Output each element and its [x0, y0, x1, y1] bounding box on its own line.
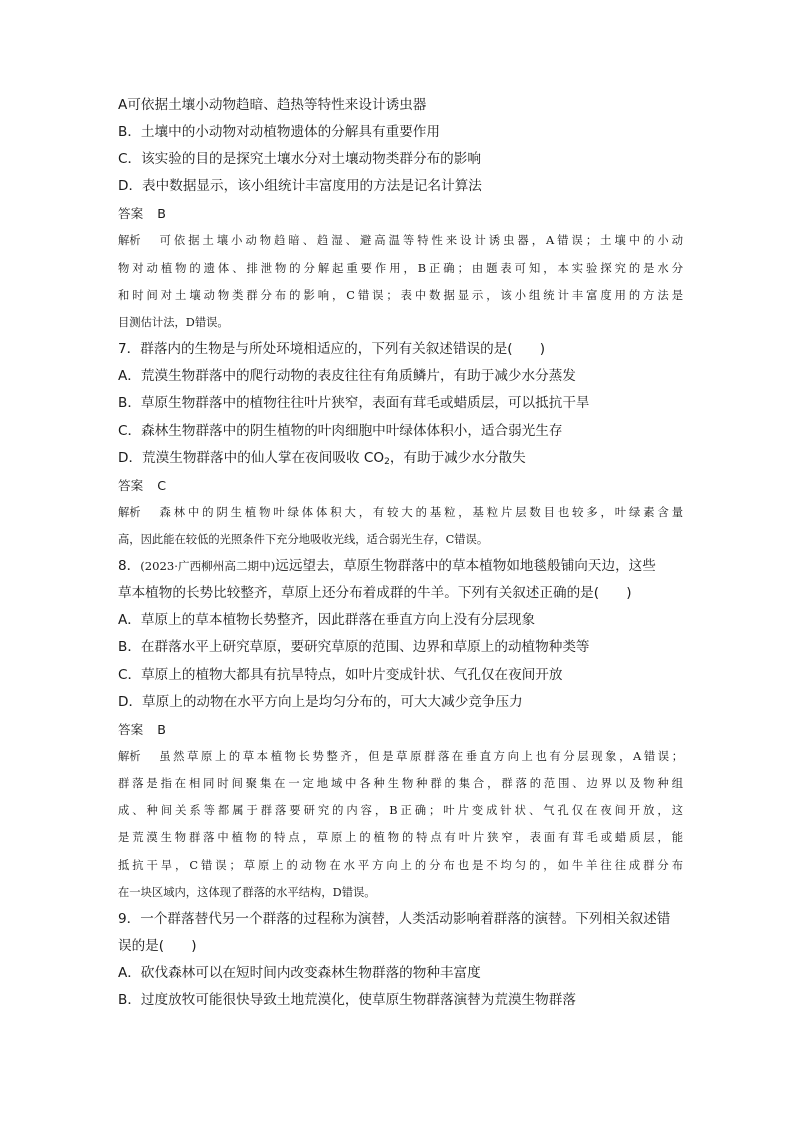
- explanation-label: 解析: [118, 505, 141, 519]
- explanation-line: 在一块区域内，这体现了群落的水平结构，D错误。: [118, 885, 376, 899]
- explanation-label: 解析: [118, 234, 141, 248]
- answer-label: 答案: [118, 206, 144, 222]
- q7-answer: [118, 472, 683, 499]
- explanation-line: 解析 可依据土壤小动物趋暗、趋湿、避高温等特性来设计诱虫器，A错误；土壤中的小动: [118, 227, 683, 254]
- q8-option-d: D．草原上的动物在水平方向上是均匀分布的，可大大减少竞争压力: [118, 693, 523, 710]
- q6-answer: [118, 200, 683, 227]
- q7-option-a: A．荒漠生物群落中的爬行动物的表皮往往有角质鳞片，有助于减少水分蒸发: [118, 368, 576, 385]
- q7-option-b: B．草原生物群落中的植物往往叶片狭窄，表面有茸毛或蜡质层，可以抵抗干旱: [118, 395, 590, 412]
- q6-option-a: A可依据土壤小动物趋暗、趋热等特性来设计诱虫器: [118, 97, 427, 113]
- explanation-line: 成、种间关系等都属于群落要研究的内容，B正确；叶片变成针状、气孔仅在夜间开放，这: [118, 804, 683, 818]
- q8-explanation: [118, 743, 683, 906]
- q8-option-b: B．在群落水平上研究草原，要研究草原的范围、边界和草原上的动植物种类等: [118, 639, 590, 656]
- q7-option-c: C．森林生物群落中的阴生植物的叶肉细胞中叶绿体体积小，适合弱光生存: [118, 422, 563, 439]
- explanation-line: 群落是指在相同时间聚集在一定地域中各种生物种群的集合，群落的范围、边界以及物种组: [118, 777, 683, 790]
- q8-source: (2023·广西柳州高二期中): [140, 559, 276, 574]
- answer-label: 答案: [118, 477, 144, 493]
- q8-option-c: C．草原上的植物大都具有抗旱特点，如叶片变成针状、气孔仅在夜间开放: [118, 666, 563, 683]
- answer-value: C: [157, 477, 166, 493]
- explanation-line: 物对动植物的遗体、排泄物的分解起重要作用，B正确；由题表可知，本实验探究的是水分: [118, 261, 683, 275]
- explanation-line: 抵抗干旱，C错误；草原上的动物在水平方向上的分布也是不均匀的，如牛羊往往成群分布: [118, 858, 683, 872]
- q9-option-b: B．过度放牧可能很快导致土地荒漠化，使草原生物群落演替为荒漠生物群落: [118, 992, 576, 1009]
- q8-stem: 8．(2023·广西柳州高二期中)远远望去，草原生物群落中的草本植物如地毯般铺向天边，这些: [118, 558, 656, 575]
- explanation-line: 和时间对土壤动物类群分布的影响，C错误；表中数据显示，该小组统计丰富度用的方法是: [118, 288, 683, 302]
- explanation-line: 目测估计法，D错误。: [118, 316, 229, 330]
- explanation-label: 解析: [118, 749, 141, 763]
- q7-stem: 7．群落内的生物是与所处环境相适应的，下列有关叙述错误的是( ): [118, 341, 546, 358]
- q7-option-d: D．荒漠生物群落中的仙人掌在夜间吸收 $CO_2$，有助于减少水分散失: [118, 449, 526, 467]
- q9-stem-cont: 误的是( ): [118, 938, 197, 955]
- q8-option-a: A．草原上的草本植物长势整齐，因此群落在垂直方向上没有分层现象: [118, 612, 536, 629]
- q9-option-a: A．砍伐森林可以在短时间内改变森林生物群落的物种丰富度: [118, 965, 481, 982]
- document-page: [118, 92, 683, 1014]
- q7-explanation: [118, 499, 683, 553]
- q9-stem: 9．一个群落替代另一个群落的过程称为演替，人类活动影响着群落的演替。下列相关叙述错: [118, 910, 671, 927]
- q6-option-c: C．该实验的目的是探究土壤水分对土壤动物类群分布的影响: [118, 151, 481, 168]
- q6-explanation: [118, 227, 683, 336]
- q6-option-b: B．土壤中的小动物对动植物遗体的分解具有重要作用: [118, 124, 440, 141]
- answer-label: 答案: [118, 721, 144, 737]
- explanation-line: 是荒漠生物群落中植物的特点，草原上的植物的特点有叶片狭窄，表面有茸毛或蜡质层，能: [118, 831, 683, 845]
- q8-answer: [118, 716, 683, 743]
- explanation-line: 高，因此能在较低的光照条件下充分地吸收光线，适合弱光生存，C错误。: [118, 532, 489, 546]
- explanation-line: 解析 森林中的阴生植物叶绿体体积大，有较大的基粒，基粒片层数目也较多，叶绿素含量: [118, 499, 683, 526]
- q6-option-d: D．表中数据显示，该小组统计丰富度用的方法是记名计算法: [118, 178, 482, 195]
- explanation-line: 解析 虽然草原上的草本植物长势整齐，但是草原群落在垂直方向上也有分层现象，A错误；: [118, 743, 683, 770]
- answer-value: B: [157, 206, 166, 222]
- answer-value: B: [157, 721, 166, 737]
- q8-stem-cont: 草本植物的长势比较整齐，草原上还分布着成群的牛羊。下列有关叙述正确的是( ): [118, 585, 632, 602]
